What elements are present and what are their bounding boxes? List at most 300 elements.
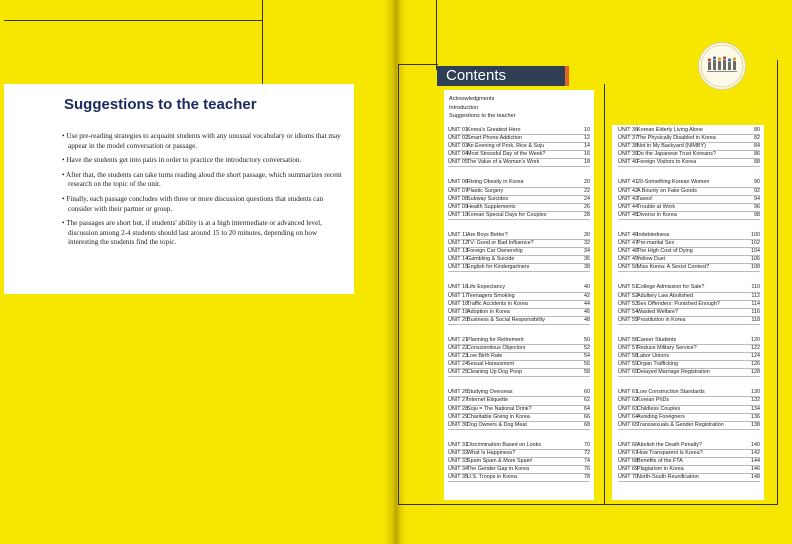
toc-page: 112 <box>751 292 760 299</box>
toc-entry[interactable] <box>618 458 760 466</box>
toc-title: Adoption in Korea <box>467 308 510 315</box>
toc-title: Abolish the Death Penalty? <box>637 441 703 448</box>
toc-unit: UNIT 46 <box>618 231 638 238</box>
toc-unit: UNIT 63 <box>618 405 638 412</box>
toc-entry[interactable] <box>448 159 590 167</box>
suggestion-bullet: • After that, the students can take turns reading aloud the short passage, which summarizes recent research on the topic of the unit. <box>62 170 342 189</box>
frame-line <box>398 64 399 504</box>
toc-title: Korean Special Days for Couples <box>467 211 547 218</box>
toc-column-left <box>448 127 590 494</box>
toc-entry[interactable] <box>448 389 590 397</box>
toc-group <box>618 232 760 272</box>
toc-page: 122 <box>751 344 760 351</box>
toc-entry[interactable] <box>618 188 760 196</box>
toc-entry[interactable] <box>618 337 760 345</box>
toc-entry[interactable] <box>618 196 760 204</box>
toc-unit: UNIT 44 <box>618 203 638 210</box>
toc-title: Life Expectancy <box>467 284 506 291</box>
toc-group <box>448 232 590 272</box>
toc-page: 144 <box>751 458 760 464</box>
toc-page: 24 <box>584 195 590 202</box>
toc-page: 86 <box>754 151 760 158</box>
toc-entry[interactable] <box>448 248 590 256</box>
toc-page: 126 <box>751 361 760 368</box>
toc-unit: UNIT 14 <box>448 256 468 263</box>
toc-unit: UNIT 07 <box>448 187 468 194</box>
suggestion-bullet: • Finally, each passage concludes with three or more discussion questions that students can consider with their partner or group. <box>62 194 324 213</box>
toc-unit: UNIT 12 <box>448 240 468 247</box>
toc-title: Do the Japanese Trust Koreans? <box>637 151 716 158</box>
toc-unit: UNIT 51 <box>618 284 638 291</box>
toc-unit: UNIT 39 <box>618 151 638 158</box>
toc-title: What Is Happiness? <box>467 449 516 456</box>
toc-page: 116 <box>751 308 760 315</box>
toc-title: Most Stressful Day of the Week? <box>467 151 546 158</box>
toc-entry[interactable] <box>448 212 590 220</box>
toc-entry[interactable] <box>618 474 760 482</box>
toc-title: Miss Korea: A Sexist Contest? <box>637 264 710 271</box>
toc-unit: UNIT 35 <box>448 474 468 481</box>
toc-title: Trouble at Work <box>637 203 676 210</box>
toc-unit: UNIT 42 <box>618 187 638 194</box>
toc-page: 40 <box>584 284 590 291</box>
toc-page: 76 <box>584 466 590 473</box>
toc-entry[interactable] <box>448 240 590 248</box>
toc-title: Business & Social Responsibility <box>467 316 545 323</box>
toc-unit: UNIT 25 <box>448 369 468 376</box>
toc-title: Conscientious Objectors <box>467 344 526 351</box>
toc-unit: UNIT 65 <box>618 421 638 428</box>
toc-title: Studying Overseas <box>467 389 513 396</box>
toc-entry[interactable] <box>618 301 760 309</box>
toc-group <box>618 127 760 167</box>
toc-unit: UNIT 04 <box>448 151 468 158</box>
toc-page: 94 <box>754 195 760 202</box>
toc-page: 48 <box>584 316 590 323</box>
toc-entry[interactable] <box>448 414 590 422</box>
toc-title: Subway Suicides <box>467 195 509 202</box>
toc-unit: UNIT 34 <box>448 466 468 473</box>
toc-entry[interactable] <box>618 293 760 301</box>
toc-page: 142 <box>751 449 760 456</box>
toc-page: 138 <box>751 421 760 428</box>
toc-page: 118 <box>751 316 760 323</box>
toc-unit: UNIT 45 <box>618 211 638 218</box>
contents-heading: Contents <box>437 66 565 86</box>
toc-title: Sex Offenders: Punished Enough? <box>637 300 720 307</box>
toc-unit: UNIT 62 <box>618 397 638 404</box>
toc-page: 34 <box>584 248 590 255</box>
toc-entry[interactable] <box>618 397 760 405</box>
toc-entry[interactable] <box>448 301 590 309</box>
toc-page: 100 <box>751 231 760 238</box>
toc-title: Delayed Marriage Registration <box>637 369 710 376</box>
toc-page: 136 <box>751 413 760 420</box>
toc-page: 44 <box>584 300 590 307</box>
suggestion-text: After that, the students can take turns reading aloud the short passage, which summarizes recent research on the topic of the unit. <box>65 170 342 189</box>
suggestion-text: Have the students get into pairs in order to practice the introductory conversation. <box>66 156 302 165</box>
frame-line <box>604 84 605 504</box>
toc-entry[interactable] <box>618 212 760 220</box>
toc-unit: UNIT 37 <box>618 135 638 142</box>
toc-title: Divorce in Korea <box>637 211 677 218</box>
toc-unit: UNIT 24 <box>448 361 468 368</box>
toc-unit: UNIT 27 <box>448 397 468 404</box>
toc-entry[interactable] <box>448 151 590 159</box>
toc-title: Internet Etiquette <box>467 397 509 404</box>
toc-unit: UNIT 41 <box>618 179 638 186</box>
toc-entry[interactable] <box>448 474 590 482</box>
toc-page: 32 <box>584 240 590 247</box>
toc-entry[interactable] <box>618 179 760 187</box>
toc-page: 98 <box>754 211 760 218</box>
toc-title: The Value of a Woman's Work <box>467 159 540 166</box>
toc-unit: UNIT 36 <box>618 127 638 133</box>
toc-group <box>618 284 760 324</box>
book-gutter <box>384 0 406 544</box>
toc-unit: UNIT 20 <box>448 316 468 323</box>
toc-title: Sexual Harassment <box>467 361 515 368</box>
toc-unit: UNIT 47 <box>618 240 638 247</box>
toc-title: Soju = The National Drink? <box>467 405 532 412</box>
toc-unit: UNIT 55 <box>618 316 638 323</box>
toc-title: Spam Spam & More Spam! <box>467 458 533 464</box>
toc-entry[interactable] <box>618 345 760 353</box>
toc-entry[interactable] <box>448 264 590 272</box>
toc-title: Are Boys Better? <box>467 231 508 238</box>
toc-entry[interactable] <box>618 248 760 256</box>
frame-line <box>262 0 263 84</box>
toc-unit: UNIT 26 <box>448 389 468 396</box>
toc-page: 130 <box>751 389 760 396</box>
toc-entry[interactable] <box>618 361 760 369</box>
toc-title: Organ Trafficking <box>637 361 678 368</box>
toc-page: 38 <box>584 264 590 271</box>
toc-entry[interactable] <box>618 204 760 212</box>
suggestion-bullet: • The passages are short but, if students' ability is at a high intermediate or advanced level, discussion among 2-4 students should last around 15 to 20 minutes, depending on how interesting the students find the topic. <box>62 219 322 247</box>
toc-title: The Gender Gap in Korea <box>467 466 530 473</box>
toc-page: 52 <box>584 344 590 351</box>
toc-entry[interactable] <box>618 264 760 272</box>
toc-page: 14 <box>584 143 590 150</box>
toc-unit: UNIT 19 <box>448 308 468 315</box>
toc-entry[interactable] <box>618 369 760 377</box>
toc-page: 110 <box>751 284 760 291</box>
toc-unit: UNIT 59 <box>618 361 638 368</box>
toc-unit: UNIT 17 <box>448 292 468 299</box>
toc-unit: UNIT 06 <box>448 179 468 186</box>
toc-title: TV: Good or Bad Influence? <box>467 240 534 247</box>
toc-title: The Physically Disabled in Korea <box>637 135 716 142</box>
toc-page: 124 <box>751 353 760 360</box>
toc-group <box>618 337 760 377</box>
toc-entry[interactable] <box>618 127 760 135</box>
toc-unit: UNIT 30 <box>448 421 468 428</box>
toc-entry[interactable] <box>448 422 590 430</box>
toc-unit: UNIT 02 <box>448 135 468 142</box>
toc-page: 62 <box>584 397 590 404</box>
toc-unit: UNIT 56 <box>618 336 638 343</box>
toc-page: 104 <box>751 248 760 255</box>
toc-page: 64 <box>584 405 590 412</box>
toc-entry[interactable] <box>448 353 590 361</box>
toc-group <box>448 337 590 377</box>
toc-unit: UNIT 22 <box>448 344 468 351</box>
toc-title: How Transparent Is Korea? <box>637 449 703 456</box>
toc-entry[interactable] <box>448 345 590 353</box>
toc-entry[interactable] <box>448 204 590 212</box>
toc-title: Not in My Backyard (NIMBY) <box>637 143 706 150</box>
toc-entry[interactable] <box>618 389 760 397</box>
toc-entry[interactable] <box>618 353 760 361</box>
toc-unit: UNIT 09 <box>448 203 468 210</box>
toc-page: 102 <box>751 240 760 247</box>
toc-page: 88 <box>754 159 760 166</box>
toc-title: Wasted Welfare? <box>637 308 679 315</box>
toc-group <box>448 389 590 429</box>
toc-title: A Bounty on Fake Goods <box>637 187 697 194</box>
toc-title: Benefits of the FTA <box>637 458 683 464</box>
toc-unit: UNIT 08 <box>448 195 468 202</box>
toc-page: 66 <box>584 413 590 420</box>
toc-page: 22 <box>584 187 590 194</box>
toc-entry[interactable] <box>618 159 760 167</box>
toc-unit: UNIT 31 <box>448 441 468 448</box>
toc-page: 54 <box>584 353 590 360</box>
frame-line <box>398 64 438 65</box>
toc-group <box>618 442 760 482</box>
toc-unit: UNIT 40 <box>618 159 638 166</box>
toc-entry[interactable] <box>448 188 590 196</box>
toc-entry[interactable] <box>618 309 760 317</box>
toc-entry[interactable] <box>618 240 760 248</box>
toc-unit: UNIT 11 <box>448 231 468 238</box>
toc-entry[interactable] <box>618 143 760 151</box>
toc-unit: UNIT 21 <box>448 336 468 343</box>
front-matter-list <box>449 95 516 121</box>
toc-group <box>618 179 760 219</box>
toc-entry[interactable] <box>448 406 590 414</box>
toc-page: 72 <box>584 449 590 456</box>
toc-page: 96 <box>754 203 760 210</box>
toc-title: Planning for Retirement <box>467 336 524 343</box>
toc-page: 36 <box>584 256 590 263</box>
toc-entry[interactable] <box>448 442 590 450</box>
toc-page: 12 <box>584 135 590 142</box>
toc-page: 50 <box>584 336 590 343</box>
toc-title: Prostitution in Korea <box>637 316 686 323</box>
suggestion-bullet: • Have the students get into pairs in order to practice the introductory conversation. <box>62 156 302 165</box>
toc-unit: UNIT 69 <box>618 466 638 473</box>
toc-unit: UNIT 66 <box>618 441 638 448</box>
toc-title: Korea's Greatest Hero <box>467 127 521 133</box>
toc-title: Gambling & Suicide <box>467 256 515 263</box>
toc-unit: UNIT 13 <box>448 248 468 255</box>
suggestion-text: The passages are short but, if students' ability is at a high intermediate or advanced level, discussion among 2-4 students should last around 15 to 20 minutes, depending on how interesting the students find the topic. <box>66 219 322 247</box>
contents-accent-bar <box>565 66 569 86</box>
front-matter-item[interactable]: Suggestions to the teacher <box>449 113 516 120</box>
toc-title: Adultery Law Abolished <box>637 292 694 299</box>
toc-unit: UNIT 48 <box>618 248 638 255</box>
toc-title: Indebtedness <box>637 231 670 238</box>
toc-page: 70 <box>584 441 590 448</box>
toc-unit: UNIT 29 <box>448 413 468 420</box>
toc-unit: UNIT 38 <box>618 143 638 150</box>
toc-unit: UNIT 32 <box>448 449 468 456</box>
toc-page: 16 <box>584 151 590 158</box>
toc-entry[interactable] <box>448 317 590 325</box>
toc-unit: UNIT 57 <box>618 344 638 351</box>
toc-entry[interactable] <box>618 442 760 450</box>
toc-entry[interactable] <box>448 450 590 458</box>
toc-entry[interactable] <box>448 127 590 135</box>
toc-entry[interactable] <box>448 309 590 317</box>
toc-page: 84 <box>754 143 760 150</box>
toc-page: 80 <box>754 127 760 133</box>
toc-title: Teenagers Smoking <box>467 292 515 299</box>
toc-entry[interactable] <box>448 466 590 474</box>
toc-title: Foreign Visitors to Korea <box>637 159 697 166</box>
toc-entry[interactable] <box>618 414 760 422</box>
toc-page: 140 <box>751 441 760 448</box>
toc-unit: UNIT 15 <box>448 264 468 271</box>
toc-page: 68 <box>584 421 590 428</box>
toc-unit: UNIT 67 <box>618 449 638 456</box>
toc-title: Transsexuals & Gender Registration <box>637 421 724 428</box>
toc-unit: UNIT 28 <box>448 405 468 412</box>
toc-group <box>448 127 590 167</box>
toc-page: 10 <box>584 127 590 133</box>
toc-title: Low Birth Rate <box>467 353 503 360</box>
toc-entry[interactable] <box>618 466 760 474</box>
frame-line <box>777 60 778 505</box>
toc-title: Low Construction Standards <box>637 389 705 396</box>
toc-title: Rising Obesity in Korea <box>467 179 524 186</box>
toc-entry[interactable] <box>448 179 590 187</box>
toc-page: 18 <box>584 159 590 166</box>
toc-entry[interactable] <box>448 232 590 240</box>
toc-page: 106 <box>751 256 760 263</box>
toc-entry[interactable] <box>448 458 590 466</box>
frame-line <box>436 0 437 70</box>
toc-unit: UNIT 18 <box>448 300 468 307</box>
toc-column-right <box>618 127 760 494</box>
toc-title: Traffic Accidents in Korea <box>467 300 528 307</box>
toc-title: Taxes! <box>637 195 653 202</box>
toc-entry[interactable] <box>448 143 590 151</box>
toc-entry[interactable] <box>448 337 590 345</box>
toc-title: An Evening of Pork, Rice & Soju <box>467 143 545 150</box>
toc-entry[interactable] <box>618 284 760 292</box>
suggestion-text: Use pre-reading strategies to acquaint students with any unusual vocabulary or idioms that may appear in the model conversation or passage. <box>66 132 341 150</box>
toc-title: Cleaning Up Dog Poop <box>467 369 523 376</box>
page-title: Suggestions to the teacher <box>64 96 257 113</box>
toc-page: 120 <box>751 336 760 343</box>
toc-entry[interactable] <box>448 196 590 204</box>
toc-unit: UNIT 50 <box>618 264 638 271</box>
toc-title: English for Kindergartners <box>467 264 530 271</box>
toc-group <box>618 389 760 429</box>
toc-title: Labor Unions <box>637 353 670 360</box>
toc-unit: UNIT 60 <box>618 369 638 376</box>
toc-entry[interactable] <box>618 232 760 240</box>
toc-unit: UNIT 61 <box>618 389 638 396</box>
front-matter-item[interactable]: Acknowledgments <box>449 96 495 102</box>
toc-entry[interactable] <box>618 256 760 264</box>
front-matter-item[interactable]: Introduction <box>449 104 479 111</box>
toc-page: 20 <box>584 179 590 186</box>
toc-page: 42 <box>584 292 590 299</box>
toc-title: Reduce Military Service? <box>637 344 697 351</box>
toc-page: 28 <box>584 211 590 218</box>
toc-page: 108 <box>751 264 760 271</box>
toc-title: Korean Elderly Living Alone <box>637 127 703 133</box>
toc-entry[interactable] <box>448 369 590 377</box>
toc-page: 30 <box>584 231 590 238</box>
toc-unit: UNIT 68 <box>618 458 638 464</box>
toc-title: Childless Couples <box>637 405 681 412</box>
toc-page: 90 <box>754 179 760 186</box>
toc-unit: UNIT 53 <box>618 300 638 307</box>
toc-entry[interactable] <box>448 293 590 301</box>
toc-title: Discrimination Based on Looks <box>467 441 542 448</box>
frame-line <box>4 20 263 21</box>
toc-entry[interactable] <box>618 317 760 325</box>
toc-page: 60 <box>584 389 590 396</box>
toc-title: Charitable Giving in Korea <box>467 413 530 420</box>
toc-title: The High Cost of Dying <box>637 248 693 255</box>
toc-entry[interactable] <box>448 256 590 264</box>
suggestions-list <box>62 132 344 253</box>
toc-page: 26 <box>584 203 590 210</box>
toc-page: 56 <box>584 361 590 368</box>
toc-page: 92 <box>754 187 760 194</box>
toc-unit: UNIT 49 <box>618 256 638 263</box>
toc-entry[interactable] <box>618 135 760 143</box>
toc-entry[interactable] <box>448 397 590 405</box>
toc-entry[interactable] <box>618 450 760 458</box>
toc-title: Avoiding Foreigners <box>637 413 685 420</box>
toc-page: 134 <box>751 405 760 412</box>
toc-page: 78 <box>584 474 590 481</box>
toc-entry[interactable] <box>618 151 760 159</box>
toc-title: Yellow Dust <box>637 256 665 263</box>
toc-title: Foreign Car Ownership <box>467 248 523 255</box>
toc-page: 46 <box>584 308 590 315</box>
toc-page: 132 <box>751 397 760 404</box>
toc-entry[interactable] <box>448 135 590 143</box>
toc-unit: UNIT 70 <box>618 474 638 481</box>
toc-unit: UNIT 64 <box>618 413 638 420</box>
publisher-logo-icon <box>698 42 746 90</box>
toc-page: 82 <box>754 135 760 142</box>
toc-page: 146 <box>751 466 760 473</box>
toc-entry[interactable] <box>448 284 590 292</box>
toc-unit: UNIT 01 <box>448 127 468 133</box>
toc-entry[interactable] <box>618 406 760 414</box>
toc-entry[interactable] <box>618 422 760 430</box>
toc-title: Smart Phone Addiction <box>467 135 522 142</box>
toc-entry[interactable] <box>448 361 590 369</box>
suggestion-text: Finally, each passage concludes with three or more discussion questions that students can consider with their partner or group. <box>66 194 324 213</box>
toc-page: 114 <box>751 300 760 307</box>
toc-page: 128 <box>751 369 760 376</box>
toc-title: Career Students <box>637 336 677 343</box>
toc-unit: UNIT 03 <box>448 143 468 150</box>
toc-page: 58 <box>584 369 590 376</box>
toc-title: Korean PhDs <box>637 397 670 404</box>
toc-unit: UNIT 52 <box>618 292 638 299</box>
